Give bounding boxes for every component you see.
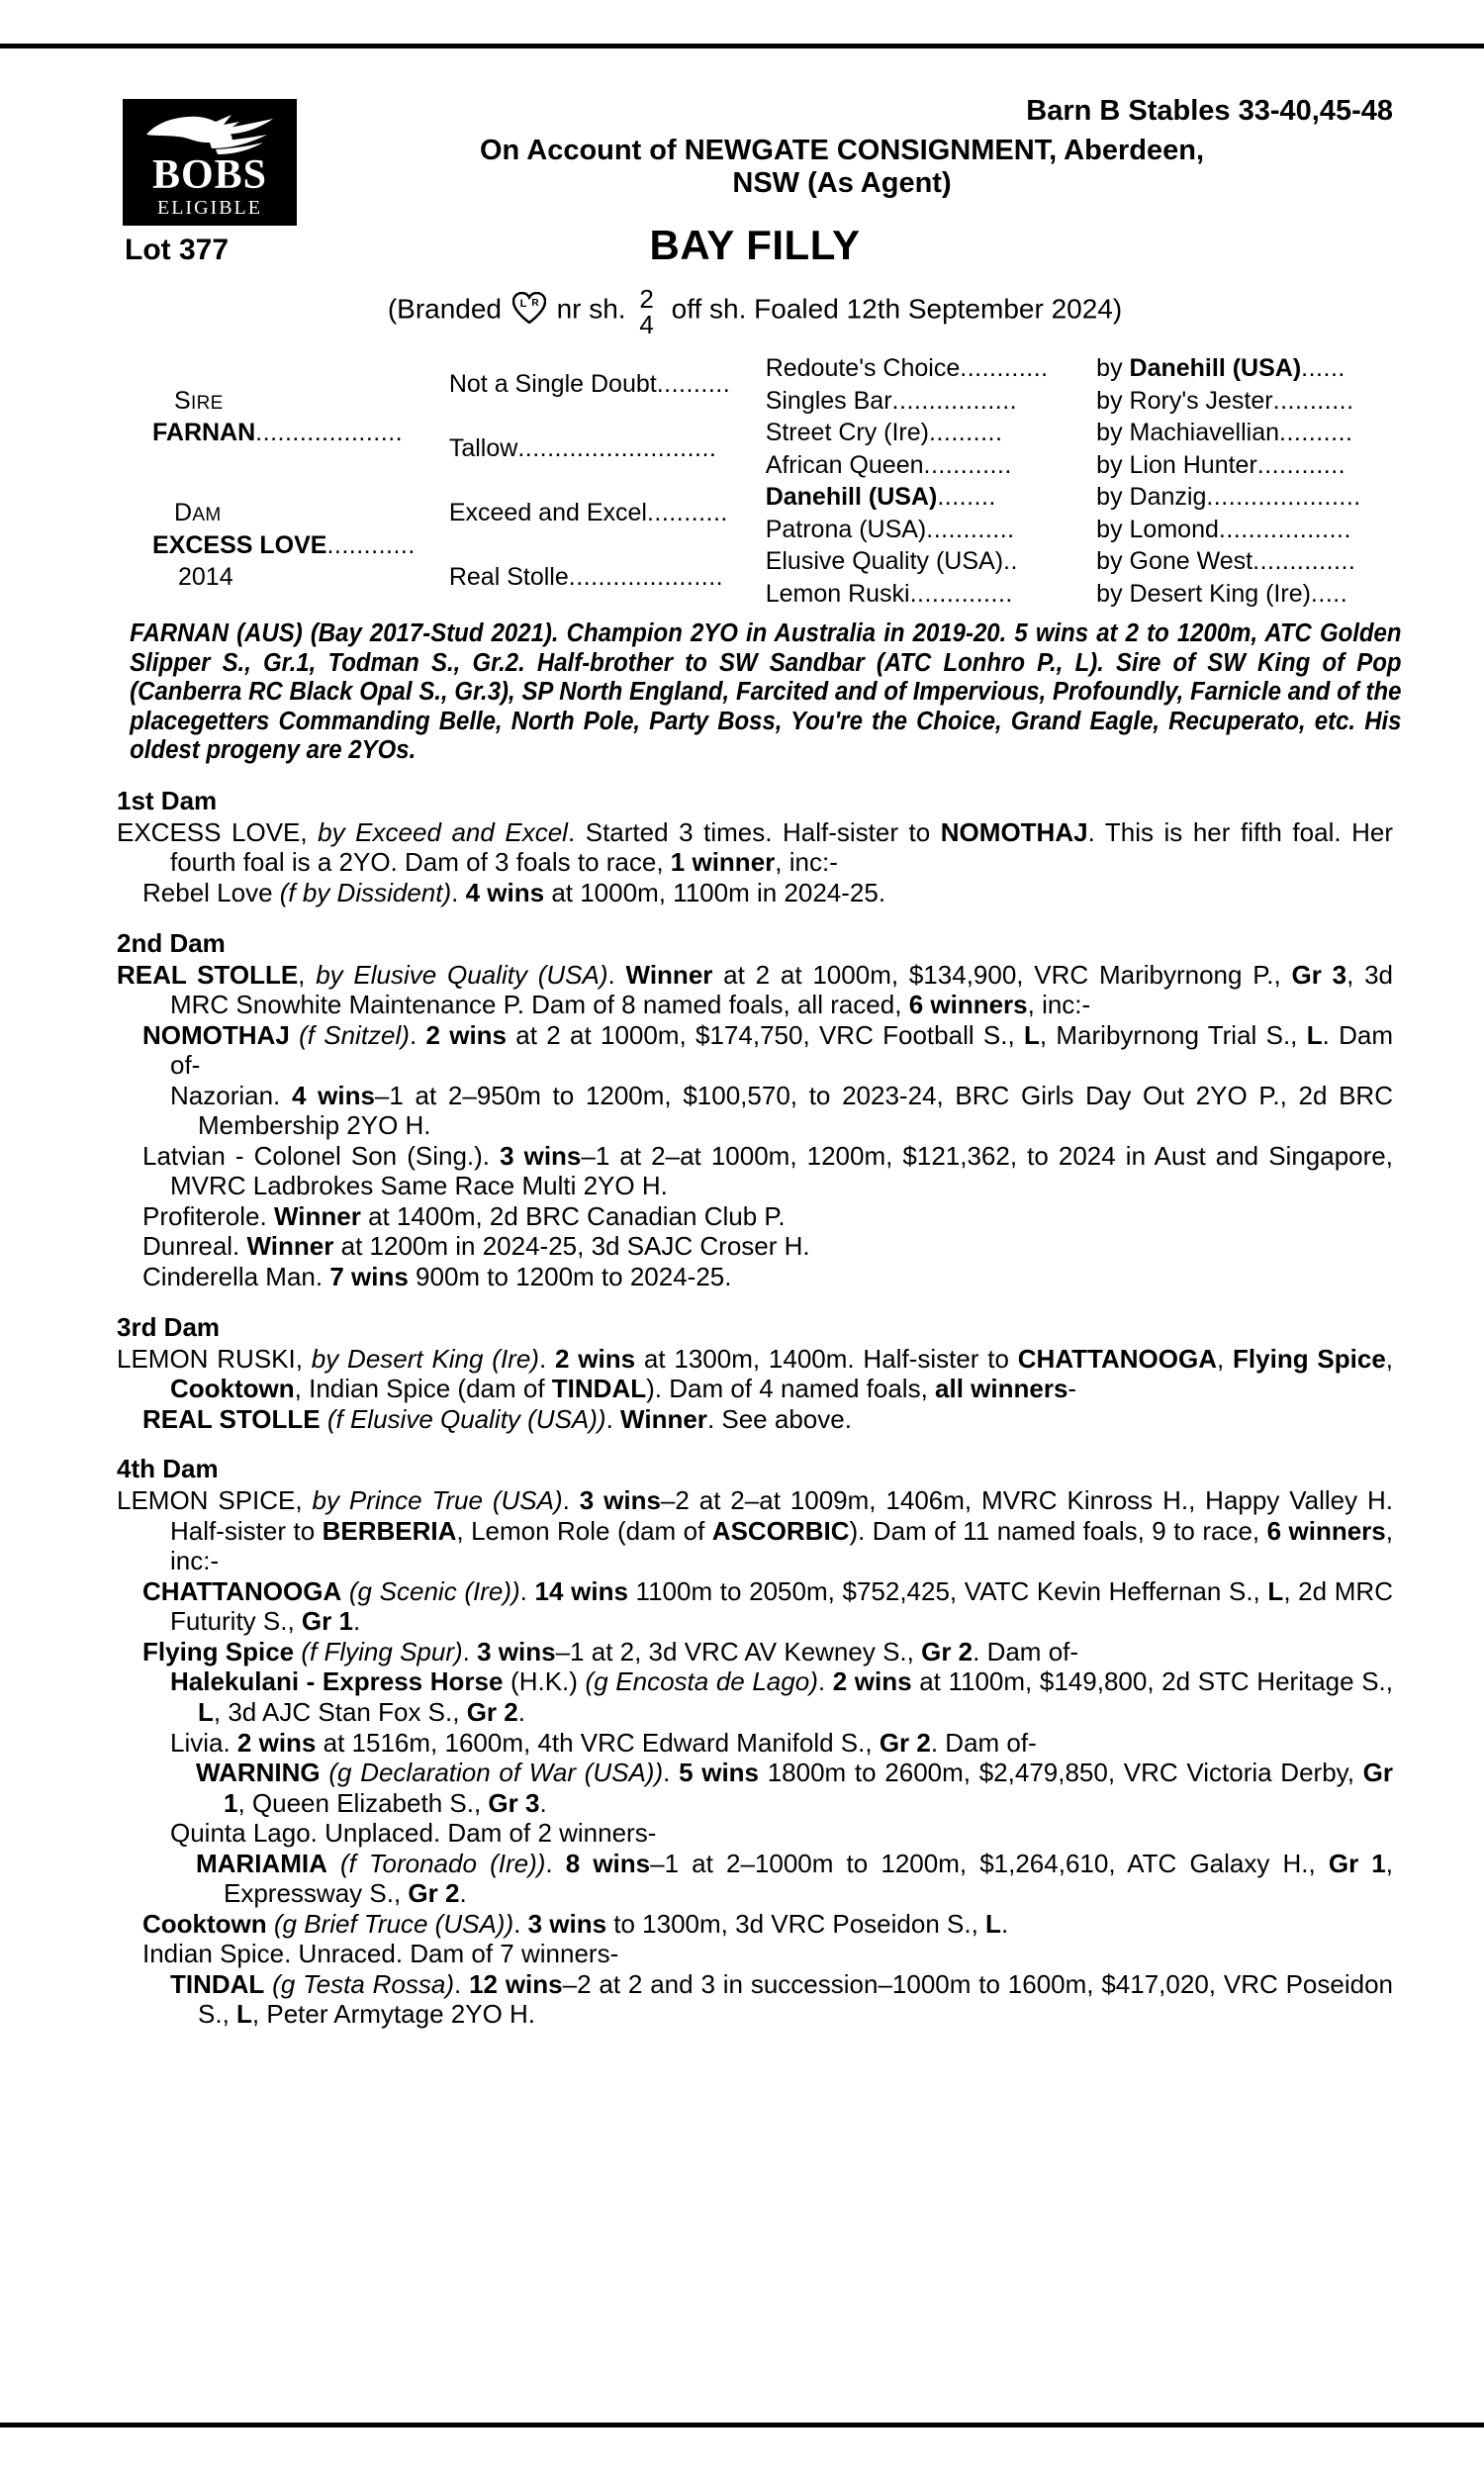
pedigree-note-line: EXCESS LOVE, by Exceed and Excel. Started 3 times. Half-sister to NOMOTHAJ. This is her fifth foal. Her fourth foal is a 2YO. Dam of 3 foals to race, 1 winner, inc:- — [117, 816, 1394, 878]
pedigree-gen2-cell: Exceed and Excel........... — [448, 499, 728, 527]
pedigree-gen3-cell: Patrona (USA)............ — [765, 515, 1015, 543]
sire-name: FARNAN.................... — [152, 419, 404, 446]
pedigree-note-line: Halekulani - Express Horse (H.K.) (g Encosta de Lago). 2 wins at 1100m, $149,800, 2d STC Heritage S., L, 3d AJC Stan Fox S., Gr 2. — [170, 1666, 1393, 1728]
pedigree-gen4-cell: by Machiavellian.......... — [1096, 419, 1353, 446]
pedigree-sire-cell — [117, 352, 449, 481]
pedigree-gen3-cell: Lemon Ruski.............. — [765, 579, 1013, 608]
consignment-block — [291, 135, 1393, 200]
pedigree-note-line: Latvian - Colonel Son (Sing.). 3 wins–1 at 2–at 1000m, 1200m, $121,362, to 2024 in Aust and Singapore, MVRC Ladbrokes Same Race Multi 2YO H. — [142, 1140, 1393, 1201]
pedigree-gen4-cell: by Danzig..................... — [1096, 483, 1361, 511]
svg-text:R: R — [531, 298, 539, 310]
lot-title-row — [117, 222, 1393, 283]
pedigree-note-line: Dunreal. Winner at 1200m in 2024-25, 3d SAJC Croser H. — [142, 1231, 810, 1262]
pedigree-note-line: NOMOTHAJ (f Snitzel). 2 wins at 2 at 1000m, $174,750, VRC Football S., L, Maribyrnong Trial S., L. Dam of- — [142, 1019, 1393, 1081]
dam-section-heading: 2nd Dam — [117, 927, 226, 958]
pedigree-gen4-cell: by Gone West.............. — [1096, 547, 1356, 575]
dam-name: EXCESS LOVE............ — [152, 530, 416, 559]
brand-number-stack — [639, 286, 653, 337]
page-header — [117, 91, 1393, 219]
pedigree-note-line: Indian Spice. Unraced. Dam of 7 winners- — [142, 1939, 619, 1969]
pedigree-note-line: Cinderella Man. 7 wins 900m to 1200m to 2024-25. — [142, 1262, 732, 1291]
lot-number: Lot 377 — [125, 234, 230, 266]
pedigree-note-line: Profiterole. Winner at 1400m, 2d BRC Canadian Club P. — [142, 1200, 786, 1231]
branding-line — [117, 284, 1393, 339]
dam-section-heading: 4th Dam — [117, 1454, 219, 1484]
brand-prefix: (Branded — [387, 293, 502, 325]
bobs-wordmark: BOBS — [151, 152, 268, 198]
pedigree-note-line: Rebel Love (f by Dissident). 4 wins at 1000m, 1100m in 2024-25. — [142, 877, 886, 907]
pedigree-note-line: WARNING (g Declaration of War (USA)). 5 wins 1800m to 2600m, $2,479,850, VRC Victoria Derby, Gr 1, Queen Elizabeth S., Gr 3. — [196, 1758, 1393, 1818]
pedigree-note-line: REAL STOLLE (f Elusive Quality (USA)). Winner. See above. — [142, 1403, 852, 1434]
pedigree-gen4-cell: by Lomond.................. — [1096, 515, 1351, 543]
pedigree-note-line: LEMON SPICE, by Prince True (USA). 3 wins–2 at 2–at 1009m, 1406m, MVRC Kinross H., Happy Valley H. Half-sister to BERBERIA, Lemon Role (dam of ASCORBIC). Dam of 11 named foals, 9 to race, 6 winners, inc:- — [117, 1485, 1394, 1576]
brand-number-bottom: 4 — [639, 310, 654, 339]
bobs-eligible-subtext: ELIGIBLE — [157, 197, 262, 219]
pedigree-body — [117, 352, 1393, 610]
pedigree-gen4-cell: by Danehill (USA)...... — [1096, 354, 1345, 382]
dam-year: 2014 — [178, 563, 233, 592]
page-top-rule — [0, 44, 1484, 48]
dam-section-heading: 3rd Dam — [117, 1311, 221, 1342]
pedigree-note-line: TINDAL (g Testa Rossa). 12 wins–2 at 2 and 3 in succession–1000m to 1600m, $417,020, VRC Poseidon S., L, Peter Armytage 2YO H. — [170, 1968, 1394, 2030]
pedigree-gen4-cell: by Rory's Jester........... — [1096, 386, 1354, 415]
pedigree-note-line: Nazorian. 4 wins–1 at 2–950m to 1200m, $100,570, to 2023-24, BRC Girls Day Out 2YO P., 2d BRC Membership 2YO H. — [170, 1080, 1393, 1141]
pedigree-row — [117, 352, 1393, 385]
pedigree-note-line: Flying Spice (f Flying Spur). 3 wins–1 at 2, 3d VRC AV Kewney S., Gr 2. Dam of- — [142, 1636, 1079, 1666]
brand-number-top: 2 — [639, 284, 654, 314]
pedigree-note-line: CHATTANOOGA (g Scenic (Ire)). 14 wins 1100m to 2050m, $752,425, VATC Kevin Heffernan S., L, 2d MRC Futurity S., Gr 1. — [142, 1575, 1393, 1637]
heart-brand-icon — [512, 292, 546, 331]
pedigree-gen3-cell: Elusive Quality (USA).. — [765, 547, 1018, 575]
dam-section-heading: 1st Dam — [117, 785, 218, 815]
pedigree-gen2-cell: Not a Single Doubt.......... — [448, 370, 731, 399]
pedigree-gen3-cell: Street Cry (Ire).......... — [765, 419, 1003, 446]
svg-text:L: L — [519, 298, 527, 311]
pedigree-row — [117, 481, 1393, 514]
pedigree-note-line: Quinta Lago. Unplaced. Dam of 2 winners- — [170, 1818, 657, 1849]
page-content — [117, 91, 1402, 2030]
pedigree-gen4-cell: by Lion Hunter............ — [1096, 450, 1346, 479]
sire-summary-paragraph: FARNAN (AUS) (Bay 2017-Stud 2021). Champion 2YO in Australia in 2019-20. 5 wins at 2 to 1200m, ATC Golden Slipper S., Gr.1, Todman S., Gr.2. Half-brother to SW Sandbar (ATC Lonhro P., L). Sire of SW King of Pop (Canberra RC Black Opal S., Gr.3), SP North England, Farcited and of Impervious, Profoundly, Farnicle and of the placegetters Commanding Belle, North Pole, Party Boss, You're the Choice, Grand Eagle, Recuperato, etc. His oldest progeny are 2YOs. — [130, 619, 1402, 765]
pedigree-note-line: MARIAMIA (f Toronado (Ire)). 8 wins–1 at 2–1000m to 1200m, $1,264,610, ATC Galaxy H., Gr 1, Expressway S., Gr 2. — [196, 1848, 1394, 1909]
pedigree-note-line: Cooktown (g Brief Truce (USA)). 3 wins to 1300m, 3d VRC Poseidon S., L. — [142, 1908, 1009, 1939]
pedigree-gen3-cell: Singles Bar................. — [765, 386, 1018, 415]
pedigree-gen4-cell: by Desert King (Ire)..... — [1096, 579, 1348, 608]
pedigree-dam-cell — [117, 481, 449, 610]
brand-mid-text: nr sh. — [556, 293, 626, 325]
dam-sections — [117, 786, 1393, 2030]
pedigree-gen3-cell: Redoute's Choice............ — [765, 354, 1049, 382]
barn-stables-label: Barn B Stables 33-40,45-48 — [1026, 95, 1393, 127]
bobs-eligible-logo — [123, 99, 297, 226]
pedigree-note-line: REAL STOLLE, by Elusive Quality (USA). Winner at 2 at 1000m, $134,900, VRC Maribyrnong P., Gr 3, 3d MRC Snowhite Maintenance P. Dam of 8 named foals, all raced, 6 winners, inc:- — [117, 959, 1394, 1020]
consignment-line-2: NSW (As Agent) — [732, 167, 952, 200]
pedigree-gen2-cell: Tallow........................... — [448, 434, 717, 463]
sire-label: SIRE — [174, 386, 224, 415]
pedigree-note-line: LEMON RUSKI, by Desert King (Ire). 2 wins at 1300m, 1400m. Half-sister to CHATTANOOGA, Flying Spice, Cooktown, Indian Spice (dam of TINDAL). Dam of 4 named foals, all winners- — [117, 1343, 1394, 1404]
pedigree-note-line: Livia. 2 wins at 1516m, 1600m, 4th VRC Edward Manifold S., Gr 2. Dam of- — [170, 1727, 1037, 1758]
consignment-line-1: On Account of NEWGATE CONSIGNMENT, Aberdeen, — [480, 135, 1204, 166]
pedigree-table — [117, 352, 1393, 610]
brand-suffix-text: off sh. Foaled 12th September 2024) — [671, 293, 1123, 325]
page-title: BAY FILLY — [649, 222, 861, 268]
pedigree-gen2-cell: Real Stolle..................... — [448, 563, 724, 592]
page-bottom-rule — [0, 2423, 1484, 2427]
dam-label: DAM — [174, 499, 222, 527]
pedigree-gen3-cell: African Queen............ — [765, 450, 1012, 479]
pedigree-gen3-cell: Danehill (USA)........ — [765, 483, 996, 511]
